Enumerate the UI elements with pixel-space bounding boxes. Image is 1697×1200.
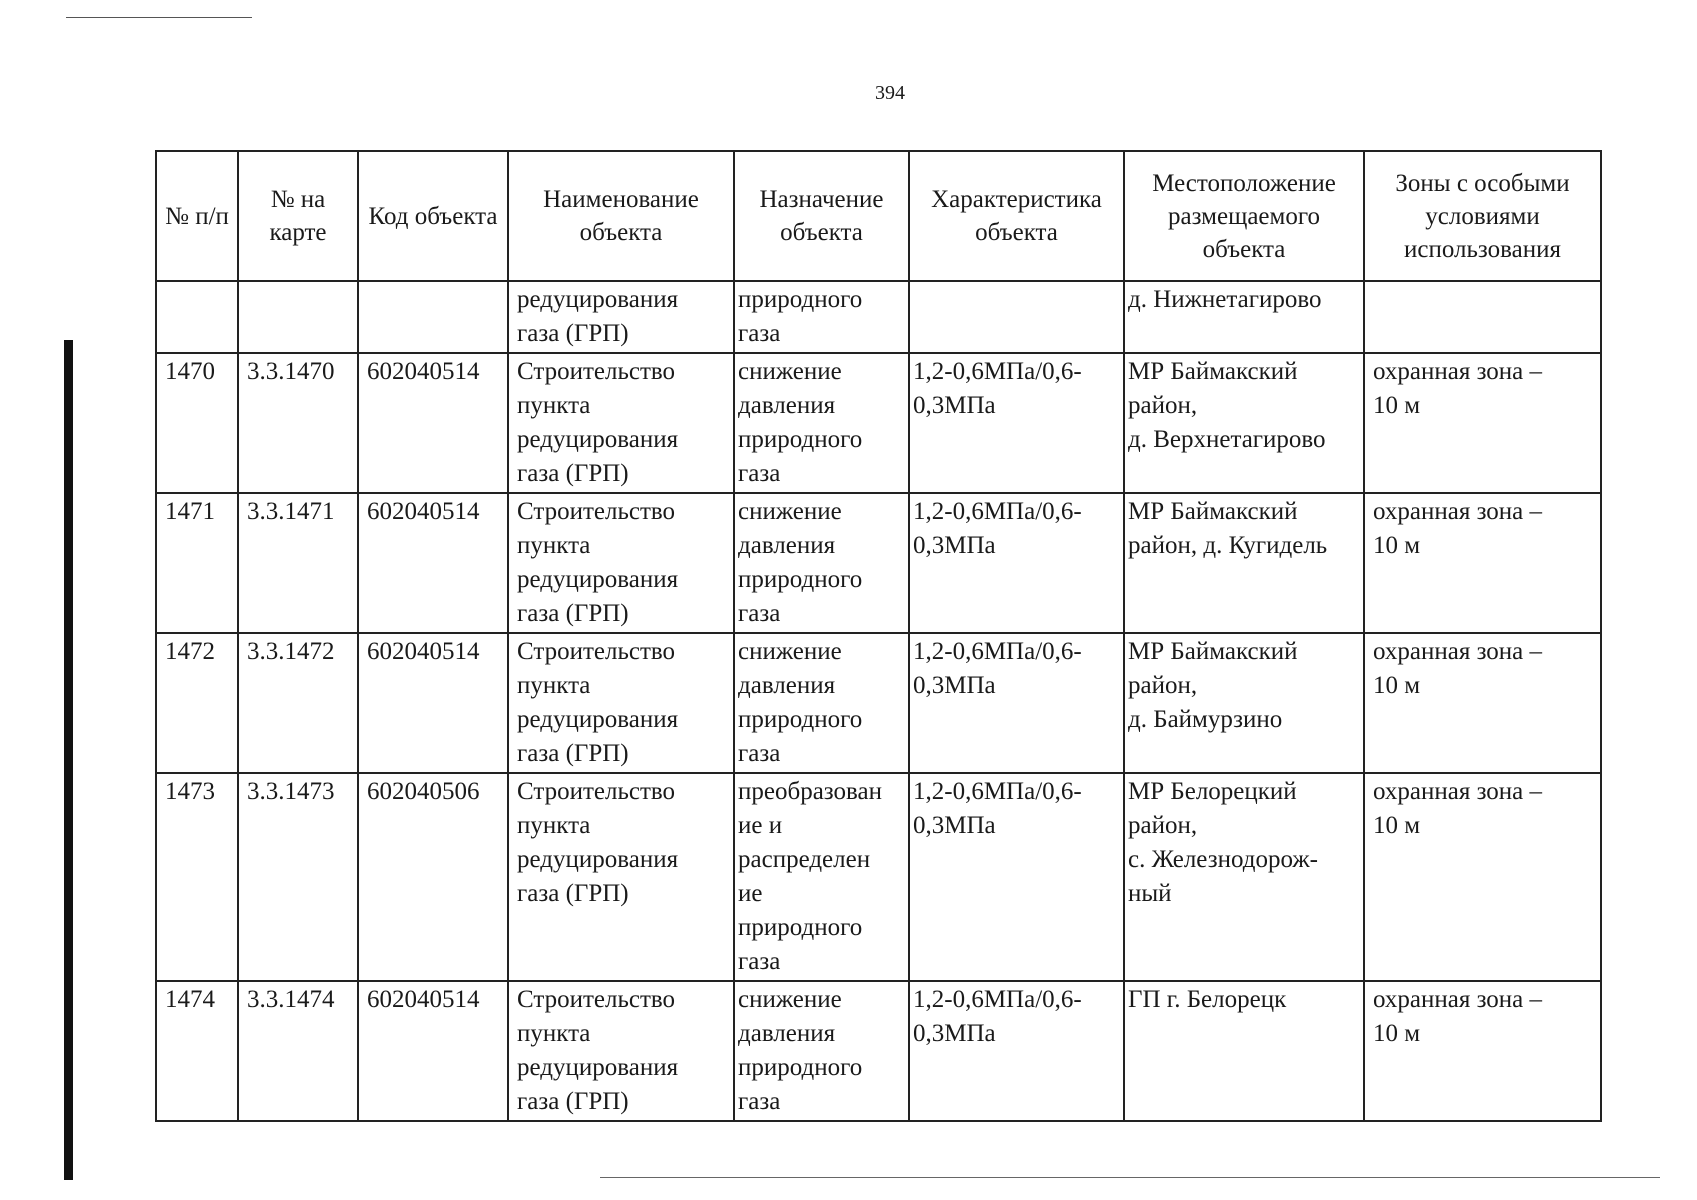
cell-object-location: д. Нижнетагирово — [1124, 281, 1364, 353]
header-map-number: № на карте — [238, 151, 358, 281]
cell-object-characteristic — [909, 281, 1124, 353]
header-object-characteristic: Характеристика объекта — [909, 151, 1124, 281]
cell-map-number: 3.3.1473 — [238, 773, 358, 981]
scan-binding-edge — [64, 340, 73, 1180]
cell-object-location: МР Баймакский район, д. Верхнетагирово — [1124, 353, 1364, 493]
header-special-zones: Зоны с особыми условиями использования — [1364, 151, 1601, 281]
cell-object-characteristic: 1,2-0,6МПа/0,6- 0,3МПа — [909, 773, 1124, 981]
cell-object-purpose: природного газа — [734, 281, 909, 353]
cell-num — [156, 281, 238, 353]
cell-object-location: МР Баймакский район, д. Баймурзино — [1124, 633, 1364, 773]
cell-object-code: 602040514 — [358, 493, 508, 633]
cell-object-purpose: снижение давления природного газа — [734, 981, 909, 1121]
cell-map-number — [238, 281, 358, 353]
cell-object-purpose: преобразован ие и распределен ие природного газа — [734, 773, 909, 981]
cell-object-code: 602040514 — [358, 353, 508, 493]
cell-special-zones — [1364, 281, 1601, 353]
cell-special-zones: охранная зона – 10 м — [1364, 353, 1601, 493]
scan-edge-line-top — [66, 17, 252, 18]
table-row — [156, 493, 1601, 633]
header-object-purpose: Назначение объекта — [734, 151, 909, 281]
cell-object-code — [358, 281, 508, 353]
cell-object-location: МР Баймакский район, д. Кугидель — [1124, 493, 1364, 633]
cell-object-location: ГП г. Белорецк — [1124, 981, 1364, 1121]
cell-object-name: Строительство пункта редуцирования газа (ГРП) — [508, 981, 734, 1121]
cell-special-zones: охранная зона – 10 м — [1364, 773, 1601, 981]
cell-object-location: МР Белорецкий район, с. Железнодорож- ный — [1124, 773, 1364, 981]
table-row — [156, 633, 1601, 773]
table-header — [156, 151, 1601, 281]
cell-object-purpose: снижение давления природного газа — [734, 353, 909, 493]
cell-special-zones: охранная зона – 10 м — [1364, 633, 1601, 773]
header-object-location: Местоположение размещаемого объекта — [1124, 151, 1364, 281]
cell-object-characteristic: 1,2-0,6МПа/0,6- 0,3МПа — [909, 633, 1124, 773]
cell-object-name: Строительство пункта редуцирования газа (ГРП) — [508, 493, 734, 633]
cell-object-purpose: снижение давления природного газа — [734, 633, 909, 773]
scan-edge-line-bottom — [600, 1177, 1660, 1178]
cell-num: 1474 — [156, 981, 238, 1121]
cell-object-name: Строительство пункта редуцирования газа (ГРП) — [508, 353, 734, 493]
cell-object-purpose: снижение давления природного газа — [734, 493, 909, 633]
cell-num: 1471 — [156, 493, 238, 633]
cell-object-characteristic: 1,2-0,6МПа/0,6- 0,3МПа — [909, 981, 1124, 1121]
header-num: № п/п — [156, 151, 238, 281]
table-row — [156, 353, 1601, 493]
cell-map-number: 3.3.1471 — [238, 493, 358, 633]
cell-object-characteristic: 1,2-0,6МПа/0,6- 0,3МПа — [909, 353, 1124, 493]
cell-object-code: 602040514 — [358, 981, 508, 1121]
table-row-continuation — [156, 281, 1601, 353]
header-row — [156, 151, 1601, 281]
cell-object-name: Строительство пункта редуцирования газа (ГРП) — [508, 773, 734, 981]
cell-map-number: 3.3.1474 — [238, 981, 358, 1121]
table-body — [156, 281, 1601, 1121]
objects-table — [155, 150, 1602, 1122]
cell-special-zones: охранная зона – 10 м — [1364, 493, 1601, 633]
cell-object-code: 602040506 — [358, 773, 508, 981]
cell-object-characteristic: 1,2-0,6МПа/0,6- 0,3МПа — [909, 493, 1124, 633]
cell-map-number: 3.3.1472 — [238, 633, 358, 773]
cell-object-name: Строительство пункта редуцирования газа (ГРП) — [508, 633, 734, 773]
page-number: 394 — [875, 82, 905, 104]
table-row — [156, 981, 1601, 1121]
cell-special-zones: охранная зона – 10 м — [1364, 981, 1601, 1121]
cell-num: 1470 — [156, 353, 238, 493]
header-object-name: Наименование объекта — [508, 151, 734, 281]
table-row — [156, 773, 1601, 981]
cell-map-number: 3.3.1470 — [238, 353, 358, 493]
cell-object-name: редуцирования газа (ГРП) — [508, 281, 734, 353]
header-object-code: Код объекта — [358, 151, 508, 281]
cell-num: 1473 — [156, 773, 238, 981]
cell-num: 1472 — [156, 633, 238, 773]
cell-object-code: 602040514 — [358, 633, 508, 773]
